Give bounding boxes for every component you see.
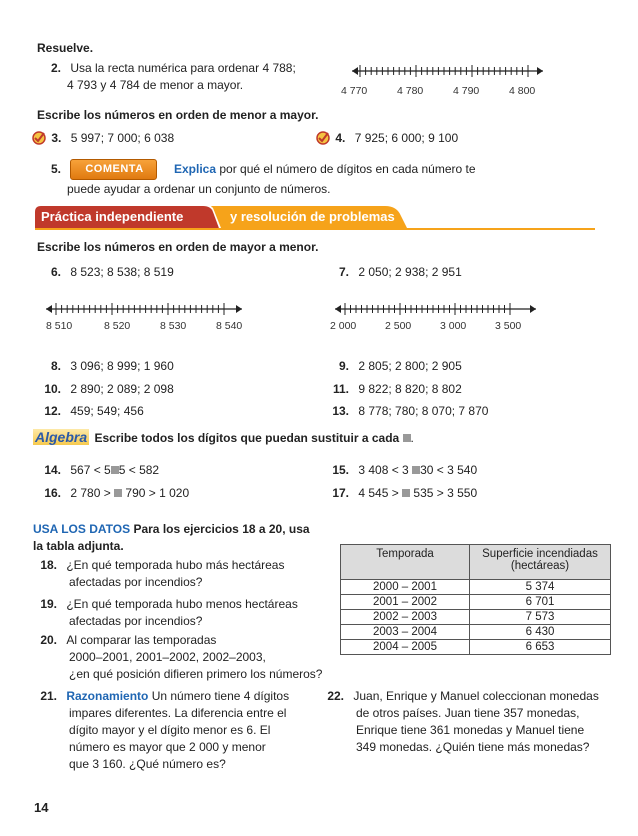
- exercise-text: Usa la recta numérica para ordenar 4 788;: [70, 61, 296, 75]
- number-line-graphic: [350, 60, 545, 82]
- exercise-text: impares diferentes. La diferencia entre el: [69, 706, 287, 720]
- exercise-16: [37, 486, 189, 500]
- number-line-label: 3 000: [440, 320, 467, 332]
- exercise-text: afectadas por incendios?: [69, 614, 203, 628]
- instruction-ascending: Escribe los números en orden de menor a mayor.: [37, 108, 319, 122]
- exercise-number: 7.: [338, 265, 349, 279]
- usa-los-datos: [33, 521, 310, 555]
- exercise-text: de otros países. Juan tiene 357 monedas,: [356, 706, 580, 720]
- exercise-text: que 3 160. ¿Qué número es?: [69, 757, 226, 771]
- exercise-text: afectadas por incendios?: [69, 575, 203, 589]
- placeholder-square-icon: [403, 434, 411, 442]
- number-line-arrow: [537, 67, 543, 75]
- instruction-descending: Escribe los números en orden de mayor a menor.: [37, 240, 319, 254]
- exercise-7: [325, 265, 462, 279]
- exercise-number: 5.: [50, 162, 61, 176]
- exercise-11: [325, 382, 462, 396]
- exercise-number: 20.: [40, 633, 57, 647]
- exercise-text: 4 793 y 4 784 de menor a mayor.: [67, 78, 244, 92]
- fire-data-table: [340, 544, 611, 655]
- number-line-label: 4 770: [341, 85, 368, 97]
- exercise-14: [37, 463, 159, 477]
- exercise-number: 8.: [50, 359, 61, 373]
- table-cell: 2004 – 2005: [341, 640, 470, 655]
- exercise-number: 3.: [51, 131, 62, 145]
- usa-los-datos-label: USA LOS DATOS: [33, 522, 131, 536]
- table-row: [341, 625, 611, 640]
- exercise-text: puede ayudar a ordenar un conjunto de números.: [67, 182, 331, 196]
- table-cell: 7 573: [470, 610, 611, 625]
- number-line-graphic: [44, 298, 244, 320]
- exercise-text: Juan, Enrique y Manuel coleccionan monedas: [353, 689, 599, 703]
- exercise-text: Un número tiene 4 dígitos: [148, 689, 290, 703]
- exercise-text: ¿En qué temporada hubo menos hectáreas: [66, 597, 298, 611]
- exercise-20: [33, 632, 322, 683]
- exercise-text: 567 < 5: [70, 463, 111, 477]
- exercise-text: 9 822; 8 820; 8 802: [358, 382, 462, 396]
- table-row: [341, 580, 611, 595]
- exercise-number: 19.: [40, 597, 57, 611]
- placeholder-square-icon: [114, 489, 122, 497]
- table-cell: 2002 – 2003: [341, 610, 470, 625]
- page-number: 14: [34, 800, 49, 815]
- exercise-number: 21.: [40, 689, 57, 703]
- placeholder-square-icon: [111, 466, 119, 474]
- section-heading-resuelve: Resuelve.: [37, 41, 94, 55]
- placeholder-square-icon: [402, 489, 410, 497]
- exercise-12: [37, 404, 144, 418]
- exercise-21: [33, 688, 289, 773]
- number-line-arrow: [352, 67, 358, 75]
- number-line-right: [333, 298, 538, 320]
- table-cell: 2003 – 2004: [341, 625, 470, 640]
- exercise-text: 2 780 >: [70, 486, 115, 500]
- table-row: [341, 595, 611, 610]
- exercise-text: número es mayor que 2 000 y menor: [69, 740, 266, 754]
- number-line-label: 4 790: [453, 85, 480, 97]
- algebra-text: Escribe todos los dígitos que puedan sustituir a cada: [94, 431, 400, 445]
- comenta-badge: COMENTA: [70, 159, 156, 180]
- exercise-number: 12.: [44, 404, 61, 418]
- exercise-text: 3 096; 8 999; 1 960: [70, 359, 174, 373]
- exercise-number: 14.: [44, 463, 61, 477]
- exercise-text: 2 050; 2 938; 2 951: [358, 265, 462, 279]
- table-cell: 2000 – 2001: [341, 580, 470, 595]
- exercise-22: [322, 688, 599, 756]
- razonamiento-label: Razonamiento: [66, 689, 149, 703]
- table-header-cell: Superficie incendiadas (hectáreas): [470, 545, 611, 580]
- exercise-number: 16.: [44, 486, 61, 500]
- table-cell: 6 430: [470, 625, 611, 640]
- exercise-5: [37, 160, 476, 198]
- number-line-label: 4 800: [509, 85, 536, 97]
- table-cell: 6 701: [470, 595, 611, 610]
- number-line-arrow: [335, 305, 341, 313]
- table-cell: 6 653: [470, 640, 611, 655]
- exercise-text: 5 997; 7 000; 6 038: [70, 131, 175, 145]
- number-line-graphic: [333, 298, 538, 320]
- exercise-text: Enrique tiene 361 monedas y Manuel tiene: [356, 723, 585, 737]
- exercise-text: ¿En qué temporada hubo más hectáreas: [66, 558, 285, 572]
- number-line-left: [44, 298, 244, 320]
- banner-left-text: Práctica independiente: [41, 209, 184, 224]
- usa-text: Para los ejercicios 18 a 20, usa: [130, 522, 310, 536]
- exercise-number: 11.: [332, 382, 349, 396]
- table-cell: 5 374: [470, 580, 611, 595]
- number-line-label: 4 780: [397, 85, 424, 97]
- exercise-text: 3 408 < 3: [358, 463, 413, 477]
- number-line-label: 3 500: [495, 320, 522, 332]
- exercise-text: ¿en qué posición difieren primero los números?: [69, 667, 323, 681]
- exercise-number: 6.: [50, 265, 61, 279]
- exercise-text: 7 925; 6 000; 9 100: [354, 131, 459, 145]
- number-line-label: 2 000: [330, 320, 357, 332]
- table-row: [341, 640, 611, 655]
- banner-right-text: y resolución de problemas: [230, 209, 395, 224]
- exercise-17: [325, 486, 477, 500]
- exercise-3: [32, 131, 174, 145]
- exercise-number: 17.: [332, 486, 349, 500]
- exercise-text: 30 < 3 540: [420, 463, 478, 477]
- exercise-text: Al comparar las temporadas: [66, 633, 217, 647]
- exercise-number: 9.: [338, 359, 349, 373]
- exercise-number: 18.: [40, 558, 57, 572]
- number-line-label: 8 520: [104, 320, 131, 332]
- exercise-text: 790 > 1 020: [122, 486, 190, 500]
- number-line-label: 8 510: [46, 320, 73, 332]
- exercise-text: 2 890; 2 089; 2 098: [70, 382, 174, 396]
- number-line-label: 2 500: [385, 320, 412, 332]
- number-line-top: [350, 60, 545, 82]
- banner-underline: [35, 228, 595, 230]
- exercise-4: [316, 131, 458, 145]
- number-line-arrow: [530, 305, 536, 313]
- algebra-label: Algebra: [35, 429, 88, 445]
- exercise-text: 349 monedas. ¿Quién tiene más monedas?: [356, 740, 590, 754]
- table-row: [341, 610, 611, 625]
- check-icon: [32, 131, 46, 145]
- number-line-arrow: [236, 305, 242, 313]
- usa-text: la tabla adjunta.: [33, 539, 124, 553]
- table-cell: 2001 – 2002: [341, 595, 470, 610]
- table-header-row: [341, 545, 611, 580]
- exercise-9: [325, 359, 462, 373]
- number-line-label: 8 530: [160, 320, 187, 332]
- exercise-text: 8 778; 780; 8 070; 7 870: [358, 404, 489, 418]
- exercise-text: 2 805; 2 800; 2 905: [358, 359, 462, 373]
- check-icon: [316, 131, 330, 145]
- exercise-text: 8 523; 8 538; 8 519: [70, 265, 174, 279]
- exercise-6: [37, 265, 174, 279]
- placeholder-square-icon: [412, 466, 420, 474]
- number-line-arrow: [46, 305, 52, 313]
- exercise-number: 22.: [327, 689, 344, 703]
- number-line-label: 8 540: [216, 320, 243, 332]
- exercise-19: [33, 596, 298, 630]
- exercise-number: 13.: [332, 404, 349, 418]
- exercise-15: [325, 463, 477, 477]
- exercise-text: 4 545 >: [358, 486, 403, 500]
- exercise-2: [37, 60, 296, 94]
- exercise-number: 10.: [44, 382, 61, 396]
- algebra-end: .: [410, 431, 414, 445]
- table-header-cell: Temporada: [341, 545, 470, 580]
- algebra-instruction: [33, 429, 414, 445]
- exercise-13: [325, 404, 488, 418]
- exercise-text: dígito mayor y el dígito menor es 6. El: [69, 723, 271, 737]
- exercise-text: 5 < 582: [118, 463, 160, 477]
- exercise-10: [37, 382, 174, 396]
- exercise-text: 2000–2001, 2001–2002, 2002–2003,: [69, 650, 266, 664]
- explica-label: Explica: [173, 162, 217, 176]
- exercise-text: 535 > 3 550: [410, 486, 478, 500]
- exercise-text: por qué el número de dígitos en cada número te: [216, 162, 476, 176]
- exercise-8: [37, 359, 174, 373]
- exercise-number: 15.: [332, 463, 349, 477]
- exercise-number: 2.: [50, 61, 61, 75]
- exercise-18: [33, 557, 284, 591]
- exercise-number: 4.: [335, 131, 346, 145]
- exercise-text: 459; 549; 456: [70, 404, 144, 418]
